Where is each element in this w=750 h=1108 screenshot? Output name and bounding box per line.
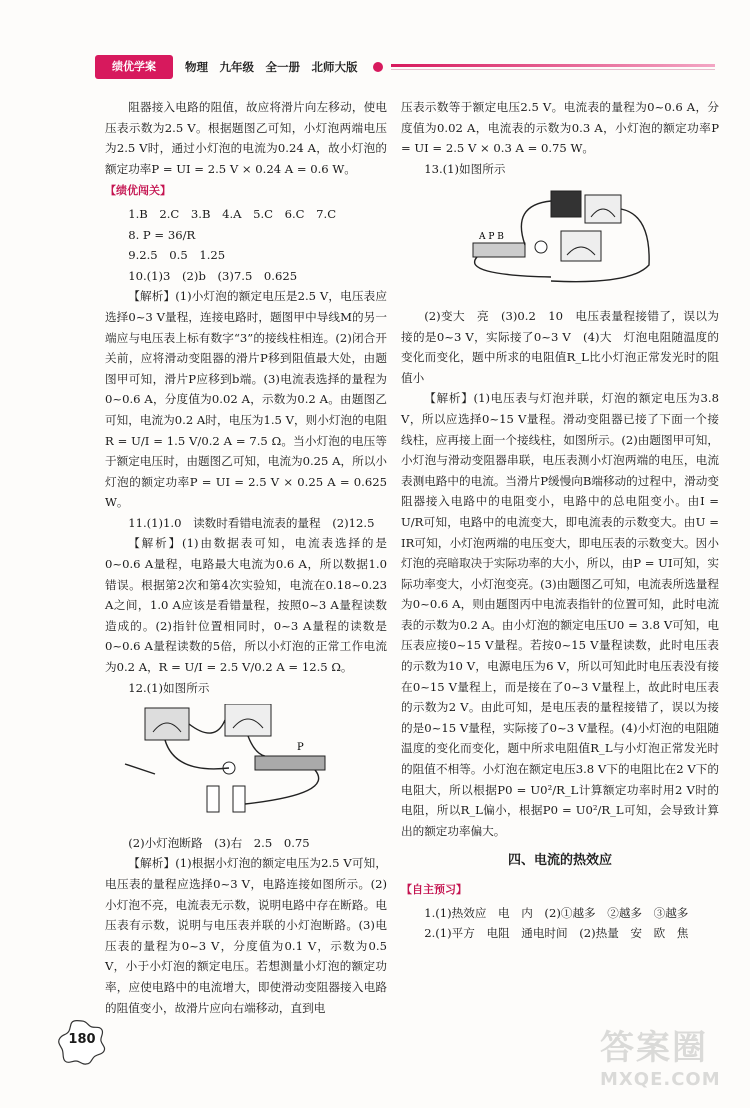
circuit-figure-12 — [105, 704, 387, 827]
preview-answer-1: 1.(1)热效应 电 内 (2)①越多 ②越多 ③越多 — [424, 905, 689, 920]
continued-paragraph: 阻器接入电路的阻值，故应将滑片向左移动，使电压表示数为2.5 V。根据题图乙可知，小灯泡两端电压为2.5 V时，通过小灯泡的电流为0.24 A，故小灯泡的额定功率P = UI = 2.5 V × 0.24 A = 0.6 W。 — [105, 100, 387, 176]
brand-badge: 绩优学案 — [95, 55, 173, 79]
explanation-10: 【解析】(1)小灯泡的额定电压是2.5 V，电压表应选择0~3 V量程，连接电路时，题图甲中导线M的另一端应与电压表上标有数字“3”的接线柱相连。(2)闭合开关前，应将滑动变阻器的滑片P移到阻值最大处，由题图甲可知，滑片P应移到b端。(3)电流表选择的量程为0~0.6 A，分度值为0.02 A，示数为0.2 A。由题图乙可知，电流为0.2 A时，电压为1.5 V，则小灯泡的电阻R = U/I = 1.5 V/0.2 A = 7.5 Ω。当小灯泡的电压等于额定电压时，由题图乙可知，电流为0.25 A，所以小灯泡的额定功率P = UI = 2.5 V × 0.25 A = 0.625 W。 — [105, 289, 387, 510]
left-column — [105, 97, 387, 1018]
section-label: 【绩优闯关】 — [105, 184, 171, 198]
svg-text:A P B: A P B — [479, 232, 504, 243]
watermark-title: 答案圈 — [600, 1028, 708, 1068]
watermark — [600, 1020, 740, 1100]
page-number-badge — [58, 1018, 106, 1066]
section-label-preview: 【自主预习】 — [401, 883, 467, 896]
answer-13: 13.(1)如图所示 — [424, 161, 506, 176]
circuit-figure-13 — [401, 185, 719, 300]
explanation-11: 【解析】(1)由数据表可知，电流表选择的是0~0.6 A量程，电路最大电流为0.6 A，所以数据1.0错误。根据第2次和第4次实验知，电流在0.18~0.23 A之间，1.0 A应该是看错量程，按照0~3 A量程读数造成的。(2)指针位置相同时，0~3 A量程的读数是0~0.6 A量程读数的5倍，所以小灯泡的正常工作电流为0.2 A，R = U/I = 2.5 V/0.2 A = 12.5 Ω。 — [105, 536, 387, 675]
book-info: 物理 九年级 全一册 北师大版 — [185, 60, 358, 74]
page-header — [95, 55, 715, 85]
page-number: 180 — [68, 1032, 96, 1047]
answer-12: 12.(1)如图所示 — [128, 680, 210, 695]
answer-8: 8. P = 36/R — [128, 227, 196, 242]
answer-10: 10.(1)3 (2)b (3)7.5 0.625 — [128, 268, 298, 283]
svg-text:P: P — [297, 742, 304, 754]
answer-13-b: (2)变大 亮 (3)0.2 10 电压表量程接错了，误以为接的是0~3 V，实际接了0~3 V (4)大 灯泡电阻随温度的变化而变化，题中所求的电阻值R_L比小灯泡正常发光时的阻值小 — [401, 308, 719, 385]
answer-9: 9.2.5 0.5 1.25 — [128, 248, 226, 263]
answer-11: 11.(1)1.0 读数时看错电流表的量程 (2)12.5 — [128, 515, 375, 530]
continued-paragraph-right: 压表示数等于额定电压2.5 V。电流表的量程为0~0.6 A，分度值为0.02 A，电流表的示数为0.3 A，小灯泡的额定功率P = UI = 2.5 V × 0.3 A = 0.75 W。 — [401, 100, 719, 156]
preview-answer-2: 2.(1)平方 电阻 通电时间 (2)热量 安 欧 焦 — [424, 926, 689, 941]
watermark-url: MXQE.COM — [600, 1069, 721, 1090]
explanation-13: 【解析】(1)电压表与灯泡并联，灯泡的额定电压为3.8 V，所以应选择0~15 V量程。滑动变阻器已接了下面一个接线柱，应再接上面一个接线柱，如图所示。(2)由题图甲可知，小灯泡与滑动变阻器串联，电压表测小灯泡两端的电压，电流表测电路中的电流。当滑片P缓慢向B端移动的过程中，滑动变阻器接入电路中的电阻变小，电路中的总电阻变小。由I = U/R可知，电路中的电流变大，即电流表的示数变大。由U = IR可知，小灯泡两端的电压变大，即电压表的示数变大。因小灯泡的亮暗取决于实际功率的大小，所以，由P = UI可知，实际功率变大，小灯泡变亮。(3)由题图乙可知，电流表所选量程为0~0.6 A，则由题图丙中电流表指针的位置可知，此时电流表的示数为0.2 A。由小灯泡的额定电压U0 = 3.8 V可知，电压表应接0~15 V量程。若按0~15 V量程读数，此时电压表的示数为10 V，电源电压为6 V，所以可知此时电压表没有接在0~15 V量程上，而是接在了0~3 V量程上，故此时电压表的示数为2 V。由此可知，是电压表的量程接错了，误以为接的是0~15 V量程，实际接了0~3 V量程。(4)小灯泡的电阻随温度的变化而变化，题中所求电阻值R_L与小灯泡正常发光时的阻值不相等。小灯泡在额定电压3.8 V下的电阻比在2 V下的电阻大，所以根据P0 = U0²/R_L计算额定功率时用2 V时的电阻，所以R_L偏小，根据P0 = U0²/R_L可知，会导致计算出的额定功率偏大。 — [401, 391, 719, 838]
section-title: 四、电流的热效应 — [507, 853, 612, 869]
header-rule — [391, 64, 715, 67]
answer-12-b: (2)小灯泡断路 (3)右 2.5 0.75 — [128, 835, 310, 850]
header-dot — [373, 62, 383, 72]
explanation-12: 【解析】(1)根据小灯泡的额定电压为2.5 V可知，电压表的量程应选择0~3 V，电路连接如图所示。(2)小灯泡不亮，电流表无示数，说明电路中存在断路。电压表有示数，说明与电压表并联的小灯泡断路。(3)电压表的量程为0~3 V，分度值为0.1 V，示数为0.5 V，小于小灯泡的额定电压。若想测量小灯泡的额定功率，应使电路中的电流增大，即使滑动变阻器接入电路的阻值变小，故滑片应向右端移动，直到电 — [105, 856, 387, 1015]
header-rule-thin — [391, 69, 715, 70]
answer-1-7: 1.B 2.C 3.B 4.A 5.C 6.C 7.C — [128, 206, 337, 221]
right-column — [401, 97, 719, 944]
